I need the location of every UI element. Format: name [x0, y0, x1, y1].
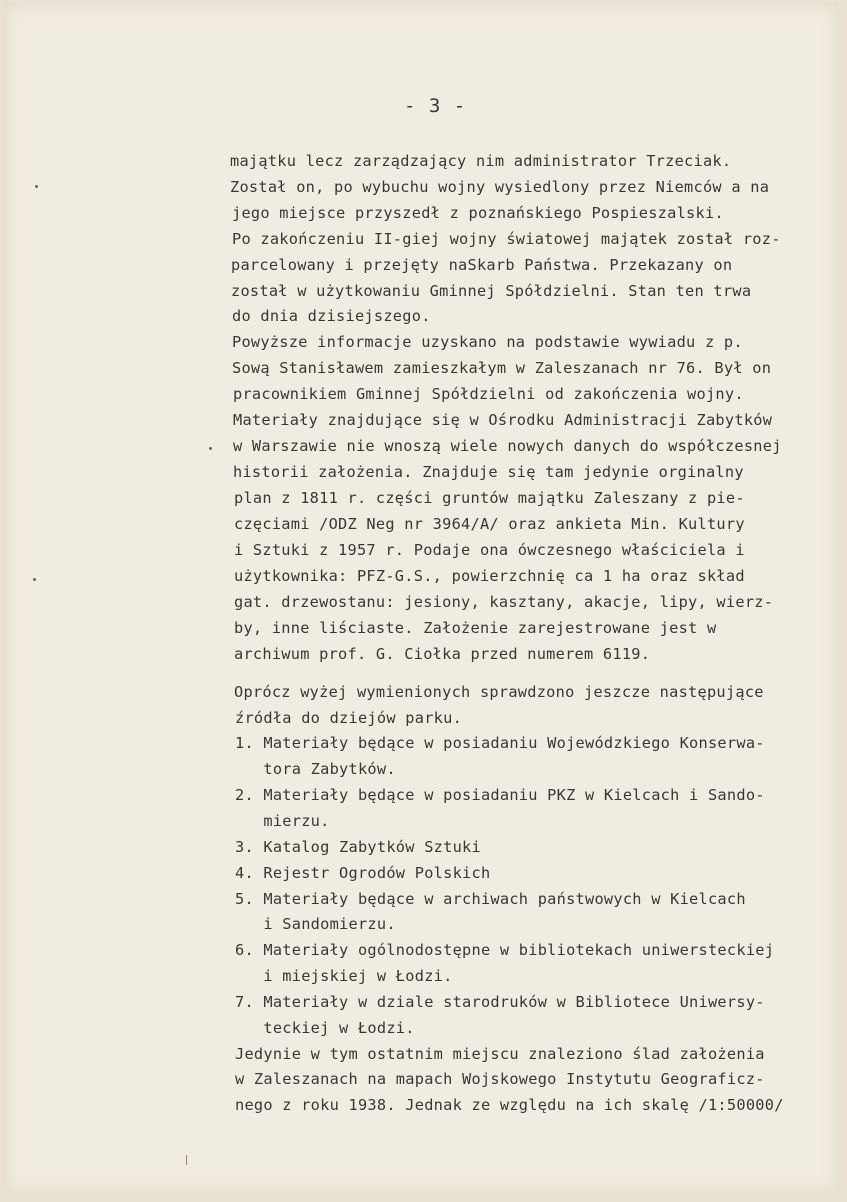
text-line: użytkownika: PFZ-G.S., powierzchnię ca 1 ha oraz skład	[234, 567, 745, 585]
page-number: - 3 -	[404, 95, 467, 117]
text-line: w Zaleszanach na mapach Wojskowego Instytutu Geograficz-	[235, 1070, 765, 1088]
paper-mark	[35, 185, 38, 188]
text-line: pracownikiem Gminnej Spółdzielni od zakończenia wojny.	[233, 385, 744, 403]
list-item: 2. Materiały będące w posiadaniu PKZ w Kielcach i Sando-	[235, 786, 765, 804]
text-line: w Warszawie nie wnoszą wiele nowych danych do współczesnej	[233, 437, 782, 455]
list-item: tora Zabytków.	[235, 760, 396, 778]
list-item: 5. Materiały będące w archiwach państwowych w Kielcach	[235, 890, 746, 908]
text-line: do dnia dzisiejszego.	[232, 307, 431, 325]
list-item: 3. Katalog Zabytków Sztuki	[235, 838, 481, 856]
text-line: Powyższe informacje uzyskano na podstawie wywiadu z p.	[232, 333, 743, 351]
text-line: Został on, po wybuchu wojny wysiedlony przez Niemców a na	[230, 178, 770, 196]
text-line: jego miejsce przyszedł z poznańskiego Pospieszalski.	[232, 204, 724, 222]
list-item: 4. Rejestr Ogrodów Polskich	[235, 864, 491, 882]
text-line: Sową Stanisławem zamieszkałym w Zaleszanach nr 76. Był on	[232, 359, 772, 377]
list-item: 1. Materiały będące w posiadaniu Wojewódzkiego Konserwa-	[235, 734, 765, 752]
text-line: został w użytkowaniu Gminnej Spółdzielni. Stan ten trwa	[231, 282, 752, 300]
list-item: teckiej w Łodzi.	[235, 1019, 415, 1037]
text-line: historii założenia. Znajduje się tam jedynie orginalny	[233, 463, 744, 481]
list-item: i miejskiej w Łodzi.	[235, 967, 453, 985]
text-line: gat. drzewostanu: jesiony, kasztany, akacje, lipy, wierz-	[234, 593, 774, 611]
list-item: mierzu.	[235, 812, 330, 830]
text-line: i Sztuki z 1957 r. Podaje ona ówczesnego właściciela i	[234, 541, 745, 559]
text-line: majątku lecz zarządzający nim administrator Trzeciak.	[230, 152, 732, 170]
paper-mark	[33, 578, 36, 581]
text-line: archiwum prof. G. Ciołka przed numerem 6119.	[234, 645, 651, 663]
document-page	[4, 3, 839, 1194]
text-line: Po zakończeniu II-giej wojny światowej majątek został roz-	[232, 230, 781, 248]
text-line: nego z roku 1938. Jednak ze względu na ich skalę /1:50000/	[235, 1096, 784, 1114]
list-item: 7. Materiały w dziale starodruków w Bibliotece Uniwersy-	[235, 993, 765, 1011]
text-line: Oprócz wyżej wymienionych sprawdzono jeszcze następujące	[234, 683, 764, 701]
paper-mark	[209, 447, 212, 450]
text-line: częciami /ODZ Neg nr 3964/A/ oraz ankieta Min. Kultury	[234, 515, 745, 533]
list-item: i Sandomierzu.	[235, 915, 396, 933]
text-line: plan z 1811 r. części gruntów majątku Zaleszany z pie-	[234, 489, 745, 507]
list-item: 6. Materiały ogólnodostępne w bibliotekach uniwersteckiej	[235, 941, 775, 959]
text-line: parcelowany i przejęty naSkarb Państwa. Przekazany on	[231, 256, 733, 274]
paper-mark	[186, 1155, 187, 1165]
text-line: Jedynie w tym ostatnim miejscu znaleziono ślad założenia	[235, 1045, 765, 1063]
text-line: źródła do dziejów parku.	[235, 709, 463, 727]
text-line: Materiały znajdujące się w Ośrodku Administracji Zabytków	[233, 411, 773, 429]
text-line: by, inne liściaste. Założenie zarejestrowane jest w	[234, 619, 717, 637]
